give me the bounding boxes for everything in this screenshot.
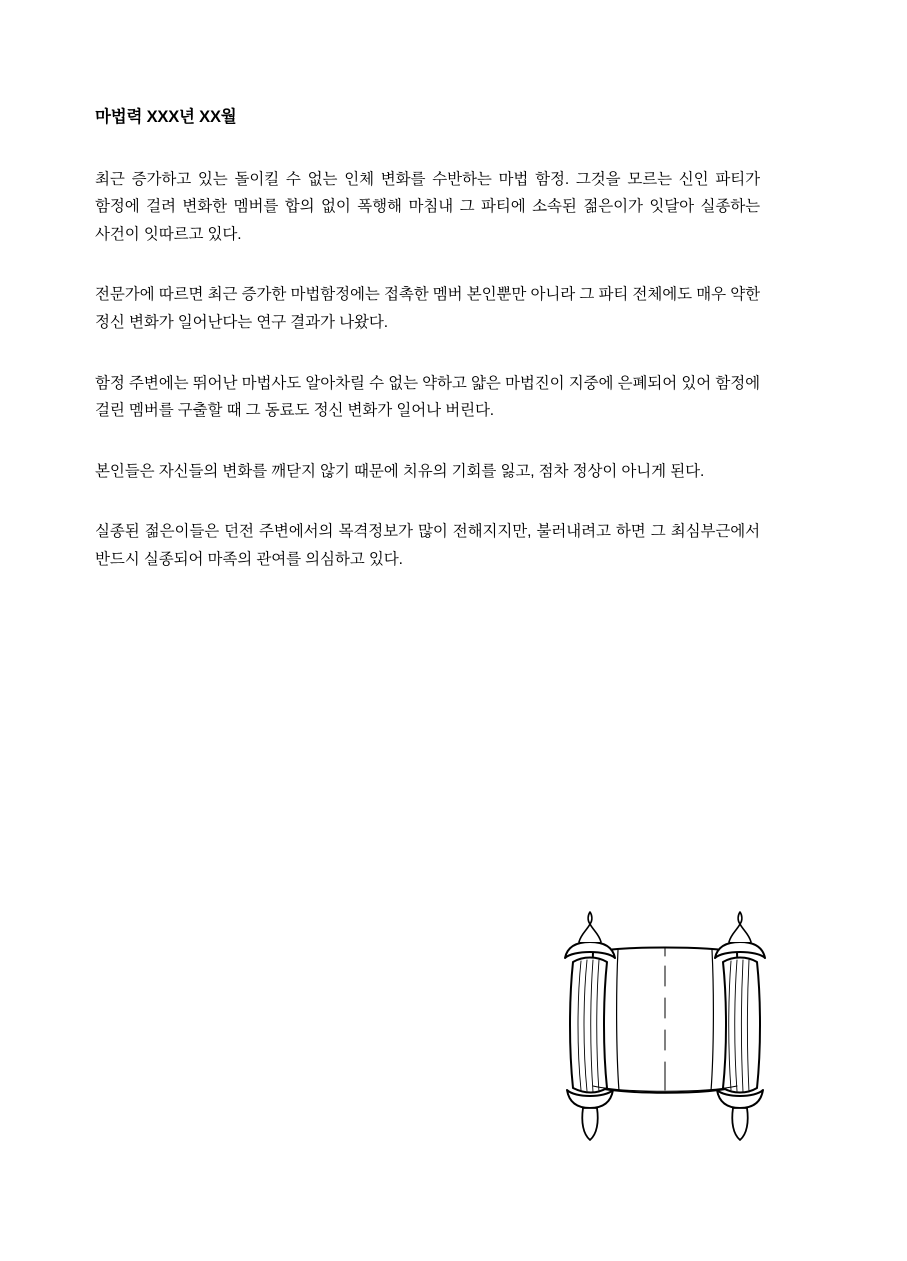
paragraph-1: 최근 증가하고 있는 돌이킬 수 없는 인체 변화를 수반하는 마법 함정. 그것을 모르는 신인 파티가 함정에 걸려 변화한 멤버를 합의 없이 폭행해 마침내 그 파티에 소속된 젊은이가 잇달아 실종하는 사건이 잇따르고 있다. xyxy=(95,170,760,243)
paragraph-2: 전문가에 따르면 최근 증가한 마법함정에는 접촉한 멤버 본인뿐만 아니라 그 파티 전체에도 매우 약한 정신 변화가 일어난다는 연구 결과가 나왔다. xyxy=(95,286,760,332)
paragraph-3: 함정 주변에는 뛰어난 마법사도 알아차릴 수 없는 약하고 얇은 마법진이 지중에 은폐되어 있어 함정에 걸린 멤버를 구출할 때 그 동료도 정신 변화가 일어나 버린다. xyxy=(95,374,760,420)
scroll-illustration xyxy=(515,890,815,1155)
page-title: 마법력 XXX년 XX월 xyxy=(95,108,237,126)
document-body xyxy=(95,105,760,574)
paragraph-5: 실종된 젊은이들은 던전 주변에서의 목격정보가 많이 전해지지만, 불러내려고 하면 그 최심부근에서 반드시 실종되어 마족의 관여를 의심하고 있다. xyxy=(95,523,760,568)
paragraph-4: 본인들은 자신들의 변화를 깨닫지 않기 때문에 치유의 기회를 잃고, 점차 정상이 아니게 된다. xyxy=(95,462,705,480)
